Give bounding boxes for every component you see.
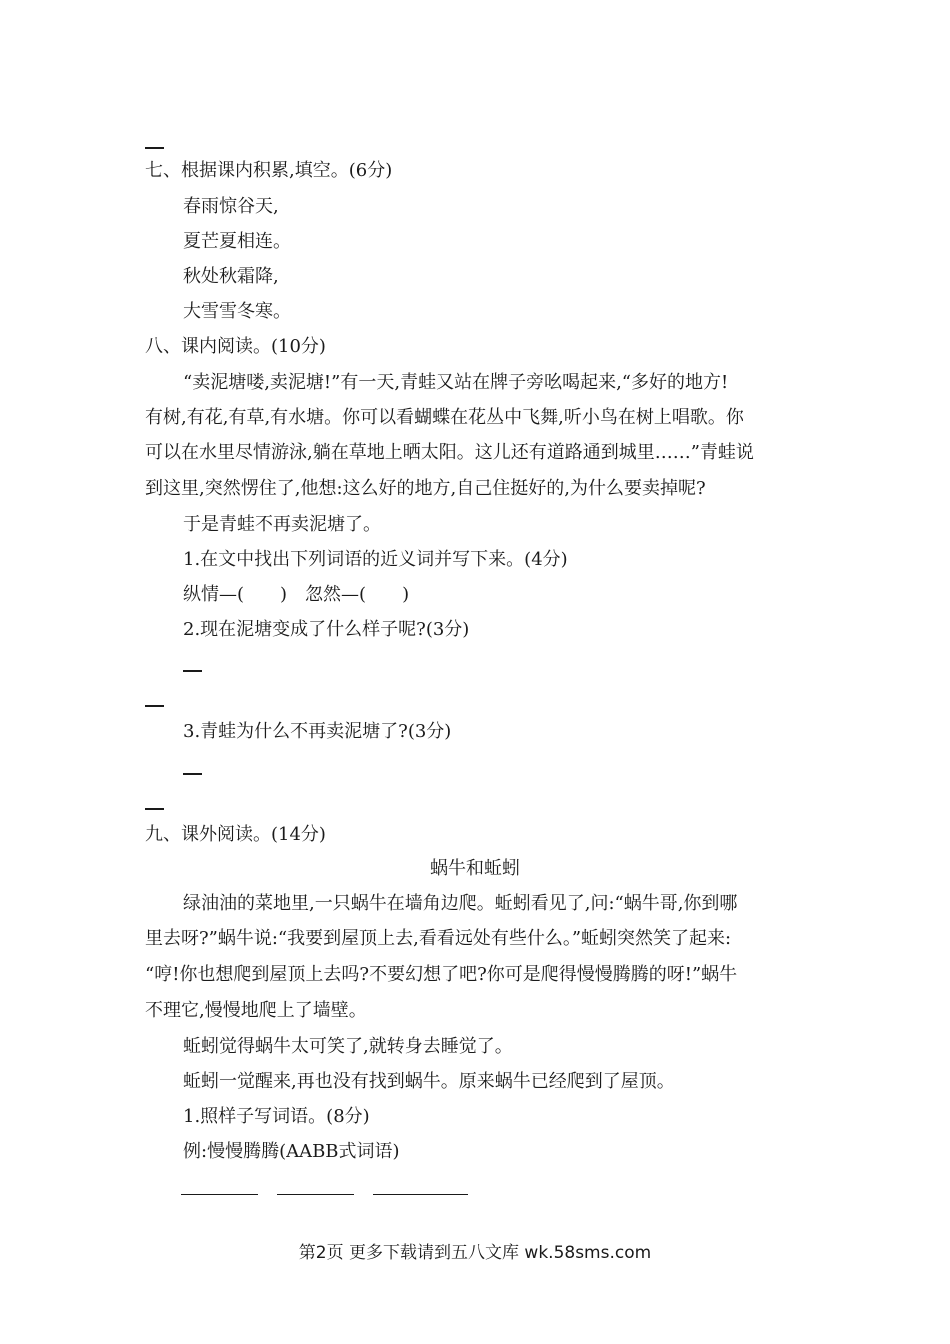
- answer-line: [145, 808, 164, 810]
- section9-question-1: 1.照样子写词语。(8分): [183, 1106, 370, 1127]
- section7-line-3: 秋处秋霜降,: [183, 266, 279, 287]
- section9-question-1-example: 例:慢慢腾腾(AABB式词语): [183, 1141, 400, 1162]
- section8-title: 八、课内阅读。(10分): [145, 336, 326, 357]
- section8-question-1-blanks: 纵情—( ) 忽然—( ): [183, 584, 410, 605]
- answer-blank-1: [181, 1194, 258, 1195]
- section7-line-1: 春雨惊谷天,: [183, 196, 279, 217]
- answer-line: [145, 147, 164, 149]
- section8-passage-line-5: 于是青蛙不再卖泥塘了。: [183, 514, 381, 535]
- answer-line: [145, 705, 164, 707]
- section8-passage-line-1: “卖泥塘喽,卖泥塘!”有一天,青蛙又站在牌子旁吆喝起来,“多好的地方!: [183, 372, 729, 393]
- section9-title: 九、课外阅读。(14分): [145, 824, 326, 845]
- section8-passage-line-3: 可以在水里尽情游泳,躺在草地上晒太阳。这儿还有道路通到城里……”青蛙说: [145, 442, 754, 463]
- answer-line: [183, 670, 202, 672]
- section8-question-1: 1.在文中找出下列词语的近义词并写下来。(4分): [183, 549, 568, 570]
- section9-passage-line-4: 不理它,慢慢地爬上了墙壁。: [145, 1000, 367, 1021]
- section7-line-2: 夏芒夏相连。: [183, 231, 291, 252]
- section9-passage-line-3: “哼!你也想爬到屋顶上去吗?不要幻想了吧?你可是爬得慢慢腾腾的呀!”蜗牛: [145, 964, 738, 985]
- section8-question-3: 3.青蛙为什么不再卖泥塘了?(3分): [183, 721, 452, 742]
- story-title: 蜗牛和蚯蚓: [430, 858, 520, 879]
- section9-passage-line-5: 蚯蚓觉得蜗牛太可笑了,就转身去睡觉了。: [183, 1036, 513, 1057]
- answer-line: [183, 773, 202, 775]
- section8-question-2: 2.现在泥塘变成了什么样子呢?(3分): [183, 619, 470, 640]
- answer-blank-2: [277, 1194, 354, 1195]
- page-footer: 第2页 更多下载请到五八文库 wk.58sms.com: [298, 1243, 652, 1263]
- section7-title: 七、根据课内积累,填空。(6分): [145, 160, 393, 181]
- section7-line-4: 大雪雪冬寒。: [183, 301, 291, 322]
- section8-passage-line-4: 到这里,突然愣住了,他想:这么好的地方,自己住挺好的,为什么要卖掉呢?: [145, 478, 706, 499]
- section8-passage-line-2: 有树,有花,有草,有水塘。你可以看蝴蝶在花丛中飞舞,听小鸟在树上唱歌。你: [145, 407, 744, 428]
- answer-blank-3: [373, 1194, 468, 1195]
- section9-passage-line-2: 里去呀?”蜗牛说:“我要到屋顶上去,看看远处有些什么。”蚯蚓突然笑了起来:: [145, 928, 732, 949]
- section9-passage-line-1: 绿油油的菜地里,一只蜗牛在墙角边爬。蚯蚓看见了,问:“蜗牛哥,你到哪: [183, 893, 738, 914]
- section9-passage-line-6: 蚯蚓一觉醒来,再也没有找到蜗牛。原来蜗牛已经爬到了屋顶。: [183, 1071, 675, 1092]
